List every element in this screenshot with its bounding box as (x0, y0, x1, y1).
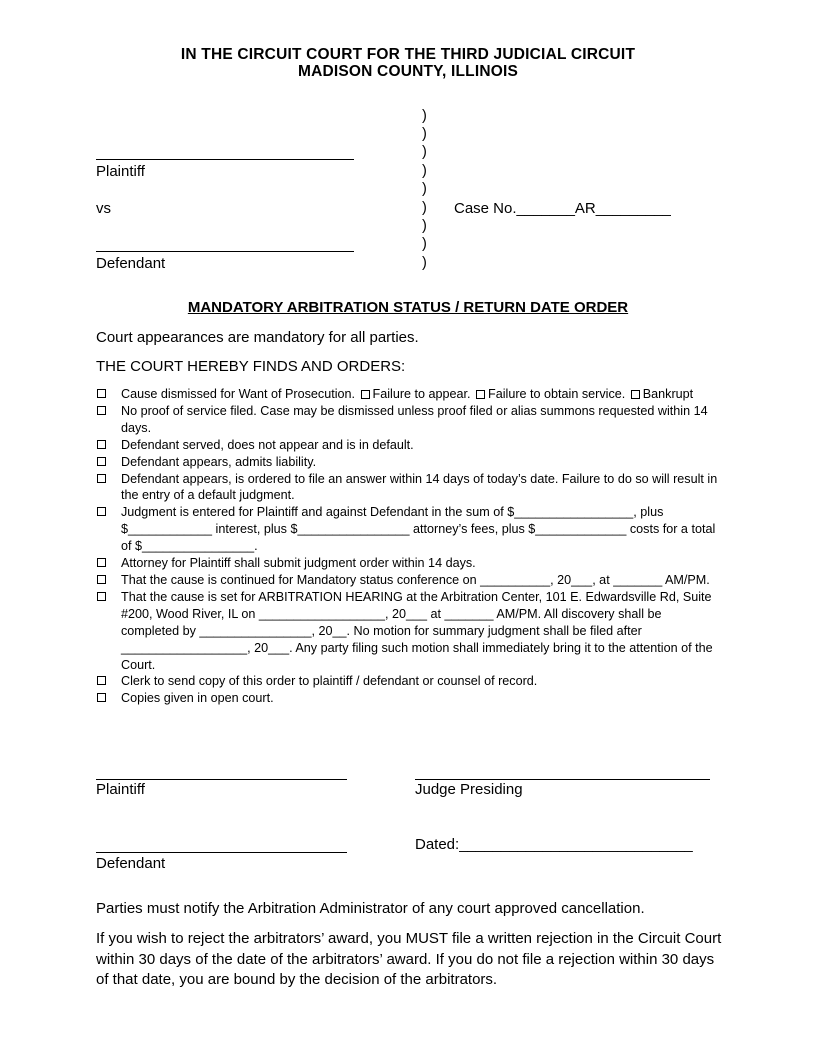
checkbox-dismissed[interactable] (97, 389, 106, 398)
vs-label: vs (96, 200, 111, 217)
caption-paren: ) (422, 236, 427, 252)
checkbox-answer[interactable] (97, 474, 106, 483)
checkbox-bankrupt[interactable] (631, 390, 640, 399)
judge-presiding-label: Judge Presiding (415, 781, 523, 798)
sign-plaintiff-label: Plaintiff (96, 781, 145, 798)
list-item (96, 555, 720, 572)
judge-sign-line[interactable] (415, 779, 710, 780)
defendant-sign-line[interactable] (96, 852, 347, 853)
defendant-signature-line (96, 251, 354, 252)
caption-paren: ) (422, 255, 427, 271)
checkbox-failure-to-obtain-service[interactable] (476, 390, 485, 399)
checkbox-failure-to-appear[interactable] (361, 390, 370, 399)
dated-field[interactable]: Dated:____________________________ (415, 836, 693, 853)
list-item (96, 386, 720, 403)
list-item (96, 673, 720, 690)
checkbox-arbitration-hearing[interactable] (97, 592, 106, 601)
caption-paren: ) (422, 218, 427, 234)
checkbox-continued[interactable] (97, 575, 106, 584)
item-text: Cause dismissed for Want of Prosecution. (121, 387, 356, 401)
checkbox-default[interactable] (97, 440, 106, 449)
county-heading: MADISON COUNTY, ILLINOIS (297, 63, 519, 80)
caption-paren: ) (422, 108, 427, 124)
item-text: Defendant appears, admits liability. (121, 454, 317, 469)
court-heading: IN THE CIRCUIT COURT FOR THE THIRD JUDICIAL CIRCUIT (180, 46, 636, 63)
list-item (96, 471, 720, 505)
checkbox-copies-given[interactable] (97, 693, 106, 702)
caption-paren: ) (422, 163, 427, 179)
order-checklist (96, 386, 720, 707)
item-text: That the cause is set for ARBITRATION HEARING at the Arbitration Center, 101 E. Edwardsville Rd, Suite #200, Wood River, IL on __________________, 20___ at _______ AM/PM. All discovery shall be completed by ________________, 20__. No motion for summary judgment shall be filed after __________________, 20___. Any party filing such motion shall immediately bring it to the attention of the Court. (121, 589, 713, 672)
checkbox-attorney-order[interactable] (97, 558, 106, 567)
item-text: No proof of service filed. Case may be dismissed unless proof filed or alias summons requested within 14 days. (121, 403, 708, 435)
item-text: Failure to appear. (372, 387, 471, 401)
sign-defendant-label: Defendant (96, 855, 166, 872)
rejection-notice: If you wish to reject the arbitrators’ award, you MUST file a written rejection in the Circuit Court within 30 days of the date of the arbitrators’ award. If you do not file a rejection within 30 days of that date, you are bound by the decision of the arbitrators. (96, 930, 722, 988)
caption-paren: ) (422, 144, 427, 160)
order-title: MANDATORY ARBITRATION STATUS / RETURN DATE ORDER (187, 299, 629, 316)
checkbox-no-proof[interactable] (97, 406, 106, 415)
plaintiff-sign-line[interactable] (96, 779, 347, 780)
checkbox-admits-liability[interactable] (97, 457, 106, 466)
item-text: Failure to obtain service. (488, 387, 626, 401)
list-item (96, 504, 720, 555)
item-text: Copies given in open court. (121, 691, 274, 706)
list-item (96, 437, 720, 454)
plaintiff-signature-line (96, 159, 354, 160)
list-item (96, 454, 720, 471)
list-item (96, 690, 720, 707)
intro-finds-orders: THE COURT HEREBY FINDS AND ORDERS: (96, 358, 406, 375)
defendant-label: Defendant (96, 255, 166, 272)
list-item (96, 572, 720, 589)
list-item (96, 403, 720, 437)
item-text: Attorney for Plaintiff shall submit judgment order within 14 days. (121, 556, 476, 571)
caption-paren: ) (422, 200, 427, 216)
item-text: Bankrupt (642, 387, 694, 401)
checkbox-clerk-copy[interactable] (97, 676, 106, 685)
item-text: Judgment is entered for Plaintiff and against Defendant in the sum of $_________________, plus $____________ interest, plus $________________ attorney’s fees, plus $_____________ costs for a total of $________________. (121, 505, 716, 554)
intro-mandatory: Court appearances are mandatory for all parties. (96, 329, 419, 346)
checkbox-judgment[interactable] (97, 507, 106, 516)
list-item (96, 589, 720, 674)
plaintiff-label: Plaintiff (96, 163, 145, 180)
item-text: Clerk to send copy of this order to plaintiff / defendant or counsel of record. (121, 674, 538, 689)
caption-paren: ) (422, 181, 427, 197)
item-text: Defendant served, does not appear and is in default. (121, 437, 414, 452)
case-number-field[interactable]: Case No._______AR_________ (454, 200, 671, 217)
caption-paren: ) (422, 126, 427, 142)
item-text: Defendant appears, is ordered to file an answer within 14 days of today’s date. Failure to do so will result in the entry of a default judgment. (121, 471, 718, 503)
cancellation-notice: Parties must notify the Arbitration Administrator of any court approved cancellation. (96, 900, 645, 917)
item-text: That the cause is continued for Mandatory status conference on __________, 20___, at _______ AM/PM. (121, 572, 710, 587)
